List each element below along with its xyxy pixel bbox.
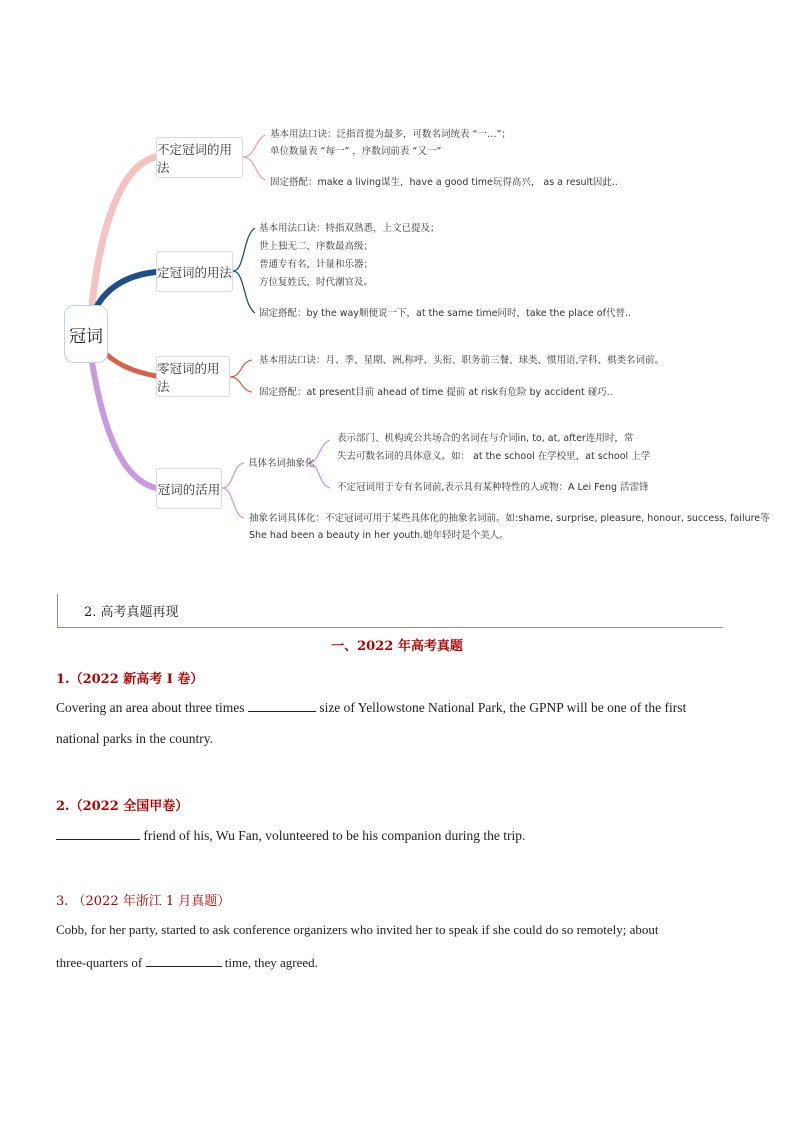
- question-1-text-a: Covering an area about three times: [56, 700, 245, 715]
- branch-2-line-4: 方位复姓氏，时代潮官及。: [259, 277, 374, 288]
- section-heading: 2. 高考真题再现: [84, 605, 179, 620]
- branch-4-line-1: 抽象名词具体化：不定冠词可用于某些具体化的抽象名词前。如:shame, surprise, pleasure, honour, success, failure等: [249, 513, 770, 524]
- section-heading-box: [57, 594, 723, 628]
- question-2-head: 2.（2022 全国甲卷）: [56, 799, 189, 814]
- question-3-line-1: Cobb, for her party, started to ask conference organizers who invited her to speak if she could do so remotely; about: [56, 922, 659, 937]
- question-1-blank[interactable]: [248, 699, 316, 712]
- question-1-text-b: size of Yellowstone National Park, the GPNP will be one of the first: [319, 700, 687, 715]
- question-3-line-2: [56, 954, 318, 971]
- mind-map-connectors: [0, 0, 794, 560]
- branch-2-line-5: 固定搭配：by the way顺便说一下，at the same time同时，take the place of代替..: [259, 308, 631, 319]
- question-2-line-1: [56, 827, 525, 844]
- question-2-text: friend of his, Wu Fan, volunteered to be his companion during the trip.: [143, 828, 526, 843]
- connector-branch-4: [92, 362, 156, 488]
- branch-2-line-3: 普通专有名，计量和乐器；: [259, 259, 374, 270]
- branch-flexible-use: 冠词的活用: [156, 468, 222, 509]
- branch-3-line-2: 固定搭配：at present目前 ahead of time 提前 at risk有危险 by accident 碰巧..: [259, 387, 613, 398]
- branch-1-line-1: 基本用法口诀：泛指首提为最多，可数名词统表 “一…”；: [270, 129, 511, 140]
- branch-3-line-1: 基本用法口诀：月、季、星期、洲,称呼、头衔、职务前三餐、球类、惯用语,学科、棋类名词前。: [259, 355, 665, 366]
- question-3-head: 3. （2022 年浙江 1 月真题）: [56, 894, 231, 909]
- bracket-branch-2: [233, 228, 255, 313]
- branch-zero-article: 零冠词的用法: [156, 356, 230, 397]
- sub-branch-line-1: 表示部门、机构或公共场合的名词在与介词in, to, at, after连用时，常: [337, 433, 634, 444]
- branch-1-line-3: 固定搭配：make a living谋生，have a good time玩得高兴， as a result因此..: [270, 177, 618, 188]
- question-3-blank[interactable]: [146, 954, 222, 967]
- bracket-branch-3: [230, 360, 252, 392]
- sub-branch-label: 具体名词抽象化: [248, 458, 315, 469]
- mind-map-root: 冠词: [64, 305, 108, 363]
- connector-branch-2: [96, 272, 156, 308]
- branch-indefinite-article: 不定冠词的用法: [156, 137, 243, 178]
- connector-branch-3: [100, 348, 156, 376]
- branch-4-line-2: She had been a beauty in her youth.她年轻时是个美人。: [249, 530, 509, 541]
- sub-branch-line-3: 不定冠词用于专有名词前,表示具有某种特性的人或物：A Lei Feng 活雷锋: [337, 482, 649, 493]
- branch-2-line-2: 世上独无二，序数最高级；: [259, 241, 374, 252]
- branch-1-line-2: 单位数量表 “每一” ，序数词前表 “又一”: [270, 146, 442, 157]
- question-1-head: 1.（2022 新高考 I 卷）: [56, 672, 204, 687]
- question-1-line-1: [56, 699, 686, 716]
- mind-map: [0, 0, 794, 560]
- question-3-text-a: three-quarters of: [56, 955, 143, 970]
- bracket-branch-4: [222, 463, 244, 518]
- question-3-text-b: time, they agreed.: [224, 955, 318, 970]
- exam-title: 一、2022 年高考真题: [331, 639, 463, 654]
- branch-definite-article: 定冠词的用法: [156, 251, 233, 292]
- sub-branch-line-2: 失去可数名词的具体意义。如： at the school 在学校里，at school 上学: [337, 451, 651, 462]
- question-1-line-2: national parks in the country.: [56, 731, 213, 746]
- bracket-branch-1: [243, 135, 265, 180]
- question-2-blank[interactable]: [56, 827, 140, 840]
- branch-2-line-1: 基本用法口诀：特指双熟悉，上文已提及；: [259, 223, 440, 234]
